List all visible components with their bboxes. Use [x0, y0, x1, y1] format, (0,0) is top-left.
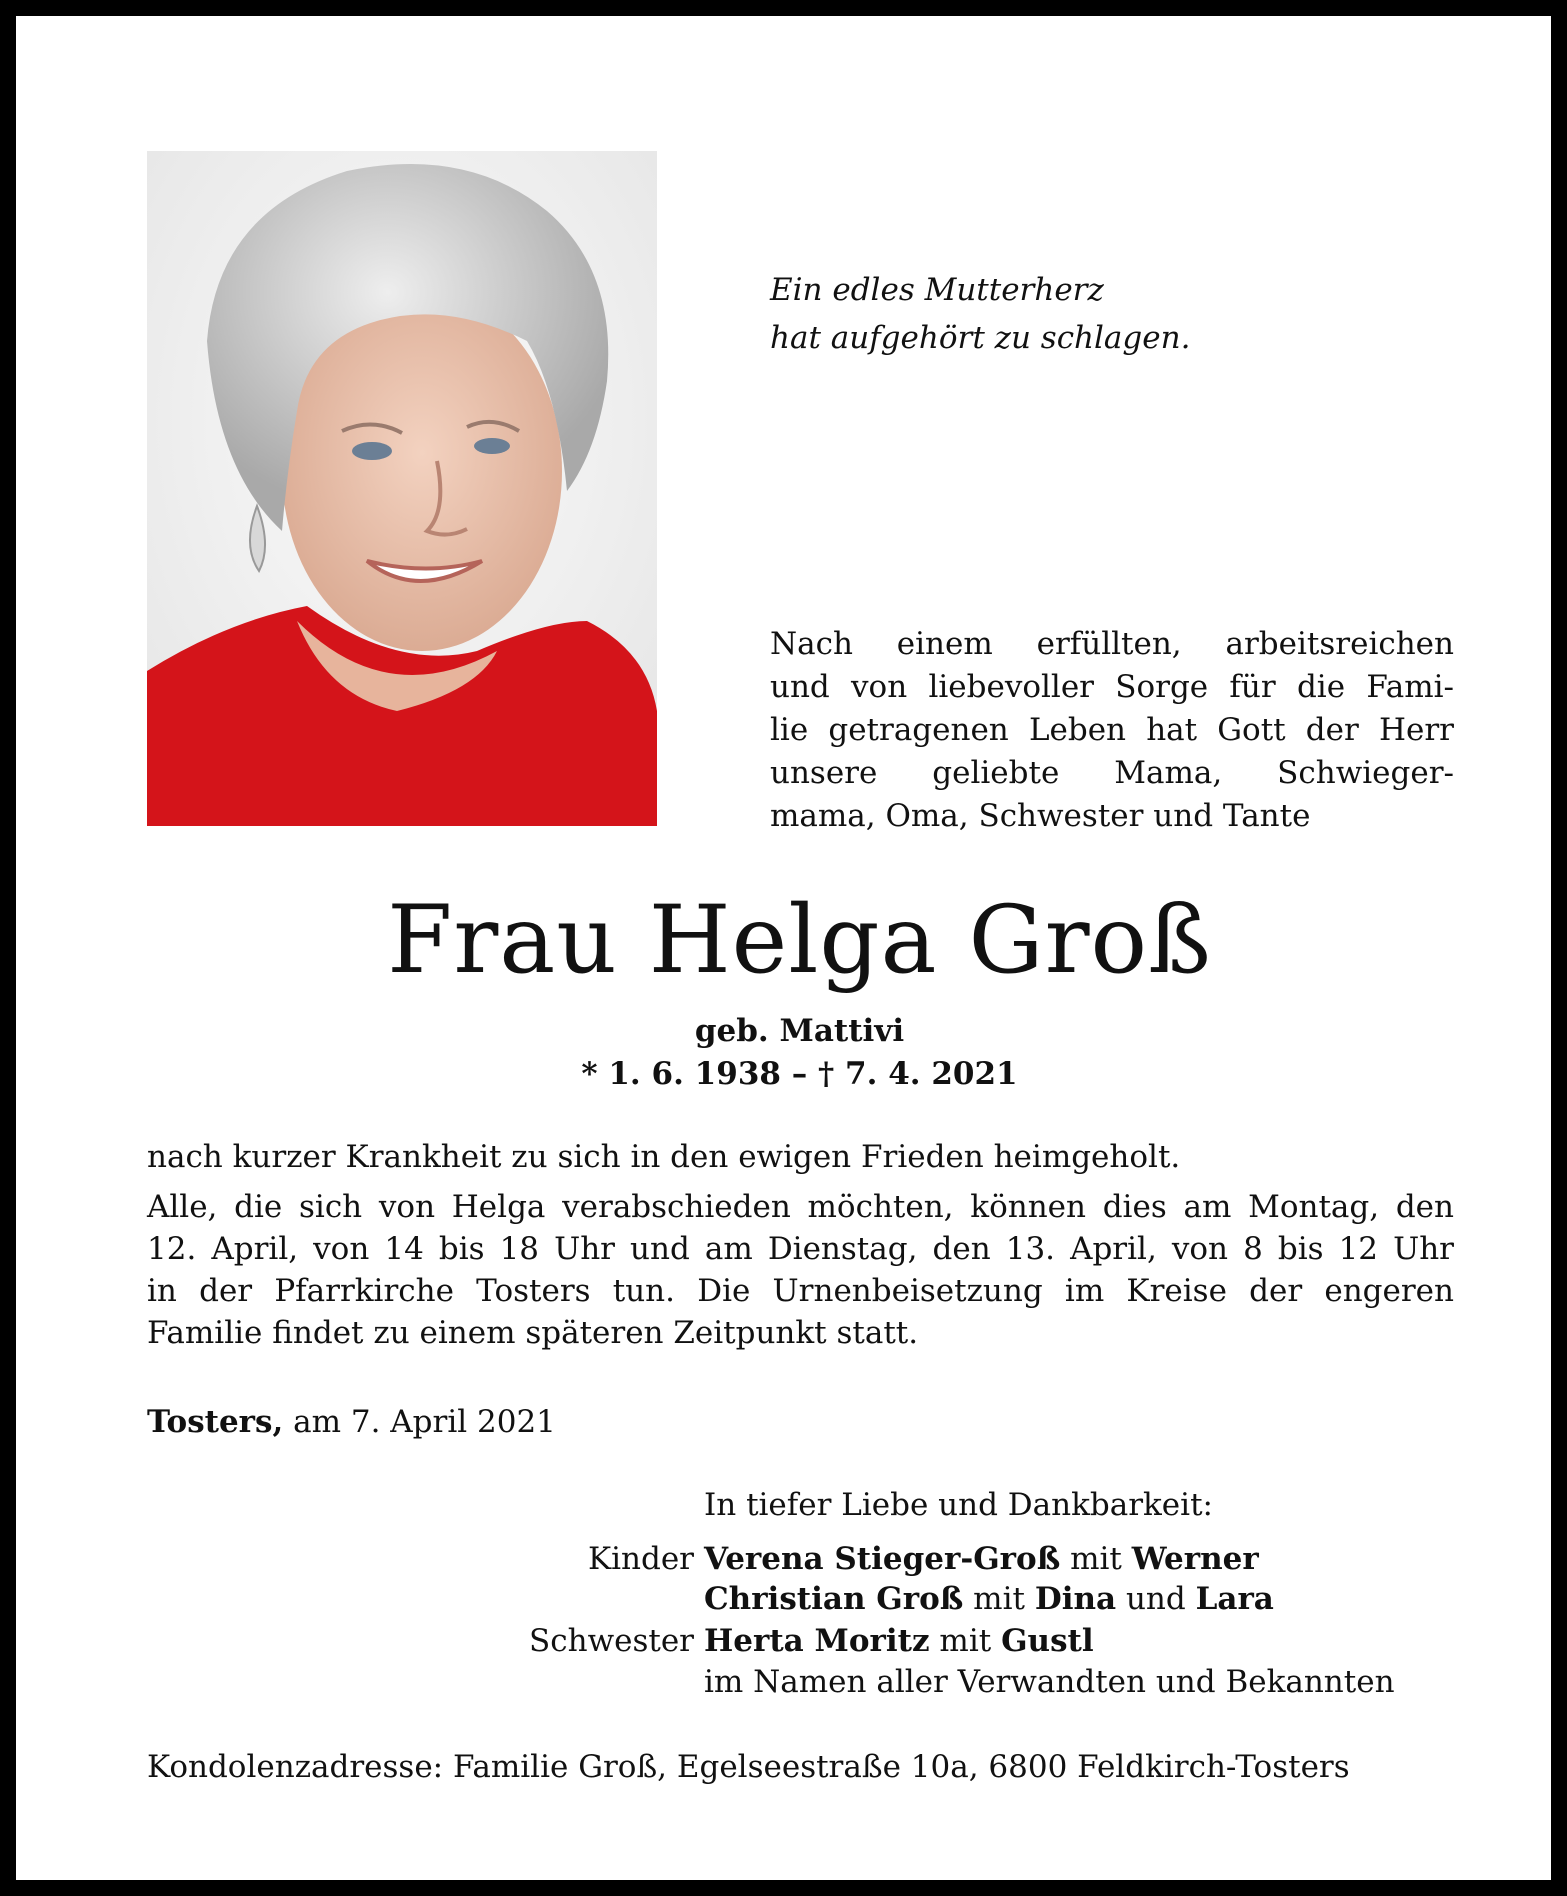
- signature-row-schwester: [16, 1621, 1567, 1661]
- portrait-illustration: [147, 151, 657, 826]
- kinder-1-text: [704, 1539, 1259, 1579]
- schwester-mit: mit: [929, 1623, 1002, 1659]
- kinder-1-partner: Werner: [1131, 1541, 1259, 1577]
- motto-line-1: Ein edles Mutterherz: [770, 272, 1104, 308]
- label-kinder: Kinder: [587, 1541, 694, 1577]
- kinder-2-und: und: [1116, 1581, 1196, 1617]
- kinder-2-text: [704, 1579, 1274, 1619]
- intro-line-5: mama, Oma, Schwester und Tante: [770, 798, 1311, 834]
- signature-row-kinder-1: [16, 1539, 1567, 1579]
- date: am 7. April 2021: [283, 1404, 556, 1440]
- kinder-2-partner-2: Lara: [1195, 1581, 1274, 1617]
- portrait-photo: [147, 151, 657, 826]
- place: Tosters,: [147, 1404, 284, 1440]
- condolence-address: Kondolenzadresse: Familie Groß, Egelseestraße 10a, 6800 Feldkirch-Tosters: [147, 1749, 1350, 1785]
- intro-line-1: Nach einem erfüllten, arbeitsreichen: [770, 626, 1454, 662]
- kinder-1-name: Verena Stieger-Groß: [704, 1541, 1061, 1577]
- schwester-text: [704, 1621, 1094, 1661]
- signature-row-closing: [16, 1662, 1567, 1702]
- intro-line-4: unsere geliebte Mama, Schwieger-: [770, 755, 1454, 791]
- farewell-paragraph: [147, 1186, 1454, 1354]
- intro-line-2: und von liebevoller Sorge für die Fami-: [770, 669, 1454, 705]
- signature-intro: In tiefer Liebe und Dankbarkeit:: [704, 1487, 1213, 1523]
- kinder-2-partner-1: Dina: [1034, 1581, 1117, 1617]
- schwester-name: Herta Moritz: [704, 1623, 930, 1659]
- kinder-2-name: Christian Groß: [704, 1581, 964, 1617]
- kinder-1-mit: mit: [1060, 1541, 1132, 1577]
- life-dates: * 1. 6. 1938 – † 7. 4. 2021: [581, 1056, 1018, 1092]
- motto-quote: [770, 266, 1230, 362]
- signature-row-kinder-2: [16, 1579, 1567, 1619]
- place-and-date: [147, 1401, 556, 1443]
- intro-text: [770, 623, 1454, 838]
- farewell-line-3: in der Pfarrkirche Tosters tun. Die Urnenbeisetzung im Kreise der engeren: [147, 1273, 1454, 1309]
- motto-line-2: hat aufgehört zu schlagen.: [770, 320, 1191, 356]
- farewell-line-1: Alle, die sich von Helga verabschieden möchten, können dies am Montag, den: [147, 1189, 1454, 1225]
- body-line-heimgeholt: nach kurzer Krankheit zu sich in den ewigen Frieden heimgeholt.: [147, 1139, 1181, 1175]
- intro-line-3: lie getragenen Leben hat Gott der Herr: [770, 712, 1454, 748]
- farewell-line-4: Familie findet zu einem späteren Zeitpunkt statt.: [147, 1315, 919, 1351]
- signature-closing: im Namen aller Verwandten und Bekannten: [704, 1664, 1395, 1700]
- maiden-name: geb. Mattivi: [694, 1013, 905, 1049]
- deceased-name: Frau Helga Groß: [387, 886, 1212, 995]
- label-schwester: Schwester: [529, 1623, 694, 1659]
- kinder-2-mit: mit: [963, 1581, 1035, 1617]
- farewell-line-2: 12. April, von 14 bis 18 Uhr und am Dienstag, den 13. April, von 8 bis 12 Uhr: [147, 1231, 1454, 1267]
- schwester-partner: Gustl: [1001, 1623, 1094, 1659]
